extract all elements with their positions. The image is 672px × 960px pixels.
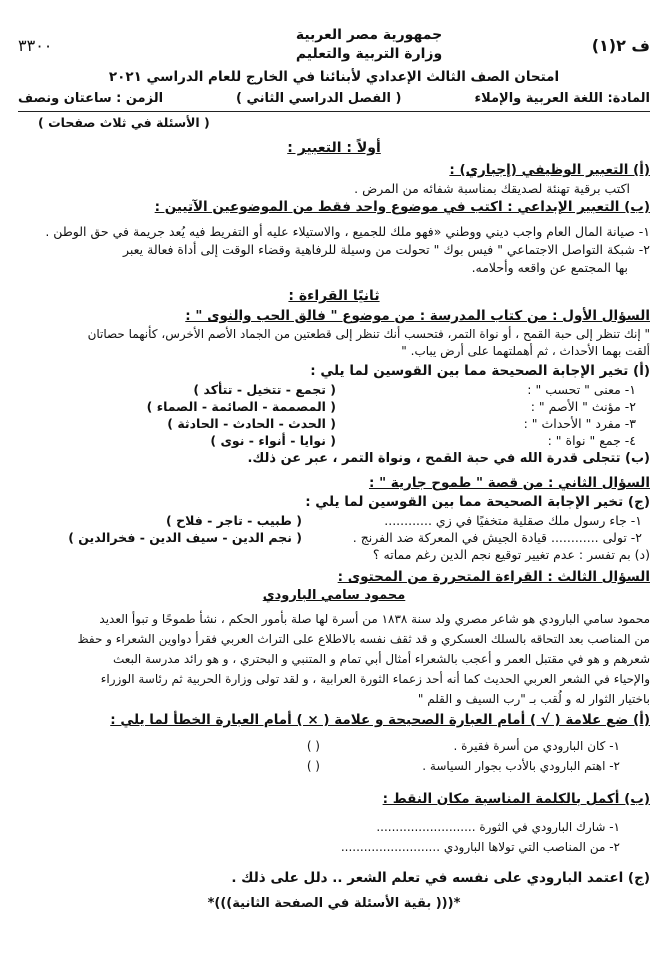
page-number: ف ٢(١)	[591, 35, 650, 55]
choice-row	[18, 381, 636, 398]
statement: ١- كان البارودي من أسرة فقيرة .	[453, 739, 620, 753]
country-name: جمهورية مصر العربية	[295, 27, 443, 43]
fill-in-item[interactable]: ١- شارك البارودي في الثورة ..........................	[376, 820, 620, 834]
q2-d-question: (د) بم تفسر : عدم تغيير توقيع نجم الدين رغم مماته ؟	[372, 547, 650, 562]
header-divider	[18, 111, 650, 112]
creative-topic-2: ٢- شبكة التواصل الاجتماعي " فيس بوك " تحولت من وسيلة للرفاهية وقضاء الوقت إلى أداة فعالة يعبر	[122, 242, 650, 257]
true-false-row	[18, 736, 620, 756]
choice-item: ٣- مفرد " الأحداث " :	[523, 416, 636, 431]
statement: ٢- اهتم البارودي بالأدب بجوار السياسة .	[422, 759, 620, 773]
q3-b-instruction: (ب) أكمل بالكلمة المناسبة مكان النقط :	[382, 791, 650, 807]
creative-writing-title: (ب) التعبير الإبداعي : اكتب في موضوع واحد فقط من الموضوعين الآتيين :	[154, 199, 650, 215]
exam-title: امتحان الصف الثالث الإعدادي لأبنائنا في الخارج للعام الدراسي ٢٠٢١	[108, 69, 560, 85]
q3-passage-line: باختيار الثوار له و لُقب بـ "رب السيف و القلم "	[417, 692, 650, 706]
choice-row	[18, 398, 636, 415]
fill-in-list	[18, 817, 650, 857]
true-false-list	[18, 736, 650, 776]
q1-passage-line-1: " إنك تنظر إلى حبة القمح ، أو نواة التمر، فتحسب أنك تنظر إلى قطعتين من الجماد الأصم الأخرس، كأنهما حصاتان	[87, 327, 650, 341]
ministry-name: وزارة التربية والتعليم	[295, 46, 443, 62]
choice-row	[18, 512, 642, 529]
section-reading-title: ثانيًا القراءة :	[288, 288, 380, 304]
creative-topic-2-cont: بها المجتمع عن واقعه وأحلامه.	[471, 260, 628, 275]
answer-blank[interactable]: ( )	[306, 739, 320, 753]
q3-c-question: (ج) اعتمد البارودي على نفسه في تعلم الشعر .. دلل على ذلك .	[231, 870, 650, 886]
q3-title: السؤال الثالث : القراءة المتحررة من المحتوى :	[337, 569, 650, 585]
choice-item: ٢- تولى ............ قيادة الجيش في المعركة ضد الفرنج .	[352, 530, 642, 545]
q1-b-task: (ب) تتجلى قدرة الله في حبة القمح ، ونواة التمر ، عبر عن ذلك.	[247, 451, 650, 466]
q2-choices	[18, 512, 650, 546]
q1-a-instruction: (أ) تخير الإجابة الصحيحة مما بين القوسين لما يلي :	[310, 363, 650, 379]
choice-row	[18, 432, 636, 449]
q2-title: السؤال الثاني : من قصة " طموح جارية " :	[368, 475, 650, 491]
section-writing-title: أولاً : التعبير :	[287, 140, 381, 156]
creative-topic-1: ١- صيانة المال العام واجب ديني ووطني «فهو ملك للجميع ، والاستيلاء عليه أو التفريط فيه يُعد جريمة في حق الوطن .	[45, 224, 650, 239]
fill-in-item[interactable]: ٢- من المناصب التي تولاها البارودي ..........................	[340, 840, 620, 854]
exam-code: ٣٣٠٠	[18, 35, 53, 55]
header-top	[18, 0, 650, 64]
functional-writing-title: (أ) التعبير الوظيفي (إجباري) :	[449, 162, 650, 178]
choice-options: ( المصممة - الصائمة - الصماء )	[146, 399, 336, 414]
page-footer-note: *((( بقية الأسئلة في الصفحة الثانية)))*	[207, 896, 461, 911]
q3-a-instruction: (أ) ضع علامة ( √ ) أمام العبارة الصحيحة و علامة ( × ) أمام العبارة الخطأ لما يلي :	[110, 712, 650, 728]
q2-c-instruction: (ج) تخير الإجابة الصحيحة مما بين القوسين لما يلي :	[305, 494, 650, 510]
true-false-row	[18, 756, 620, 776]
exam-meta-row	[18, 89, 650, 109]
choice-options: ( الحدث - الحادث - الحادثة )	[167, 416, 336, 431]
term: ( الفصل الدراسي الثاني )	[236, 91, 402, 106]
q1-passage-line-2: ألقت بهما الأحداث ، ثم أهملتهما على أرض يباب. "	[401, 344, 650, 358]
q3-passage-line: شعرهم و هو في مقتبل العمر و أعجب بالشعراء أمثال أبي تمام و المتنبي و البحتري ، و هو رائد مدرسة البعث	[113, 652, 650, 666]
q3-passage-line: والإحياء في الشعر العربي الحديث كما أنه أحد زعماء الثورة العرابية ، و لقد تولى وزارة الحربية ثم رئاسة الوزراء	[100, 672, 650, 686]
subject: المادة: اللغة العربية والإملاء	[474, 91, 650, 106]
choice-item: ٤- جمع " نواة " :	[547, 433, 636, 448]
choice-options: ( طبيب - تاجر - فلاح )	[166, 513, 302, 528]
functional-writing-task: اكتب برقية تهنئة لصديقك بمناسبة شفائه من المرض .	[354, 181, 630, 196]
q3-passage-line: من المناصب بعد التحاقه بالسلك العسكري و قد ثقف نفسه بالاطلاع على التراث العربي فقرأ دواوين الشعراء و حفظ	[77, 632, 650, 646]
q3-passage-title: محمود سامي البارودي	[262, 588, 406, 603]
duration: الزمن : ساعتان ونصف	[18, 91, 164, 106]
choice-row	[18, 529, 642, 546]
answer-blank[interactable]: ( )	[306, 759, 320, 773]
pages-note: ( الأسئلة في ثلاث صفحات )	[38, 115, 210, 130]
institution-block	[296, 26, 442, 64]
q1-title: السؤال الأول : من كتاب المدرسة : من موضوع " فالق الحب والنوى " :	[185, 308, 650, 324]
q1-choices	[18, 381, 650, 449]
choice-options: ( تجمع - تتخيل - تتأكد )	[193, 382, 336, 397]
choice-options: ( نوايا - أنواء - نوى )	[210, 433, 336, 448]
choice-item: ٢- مؤنث " الأصم " :	[530, 399, 636, 414]
choice-item: ١- جاء رسول ملك صقلية متخفيًا في زي ............	[384, 513, 642, 528]
choice-row	[18, 415, 636, 432]
choice-item: ١- معنى " تحسب " :	[527, 382, 636, 397]
q3-passage-line: محمود سامي البارودي هو شاعر مصري ولد سنة ١٨٣٨ من أسرة لها صلة بأمور الحكم ، نشأ طموحًا و تبوأ العديد	[99, 612, 650, 626]
q3-passage	[18, 609, 650, 709]
choice-options: ( نجم الدين - سيف الدين - فخرالدين )	[68, 530, 302, 545]
